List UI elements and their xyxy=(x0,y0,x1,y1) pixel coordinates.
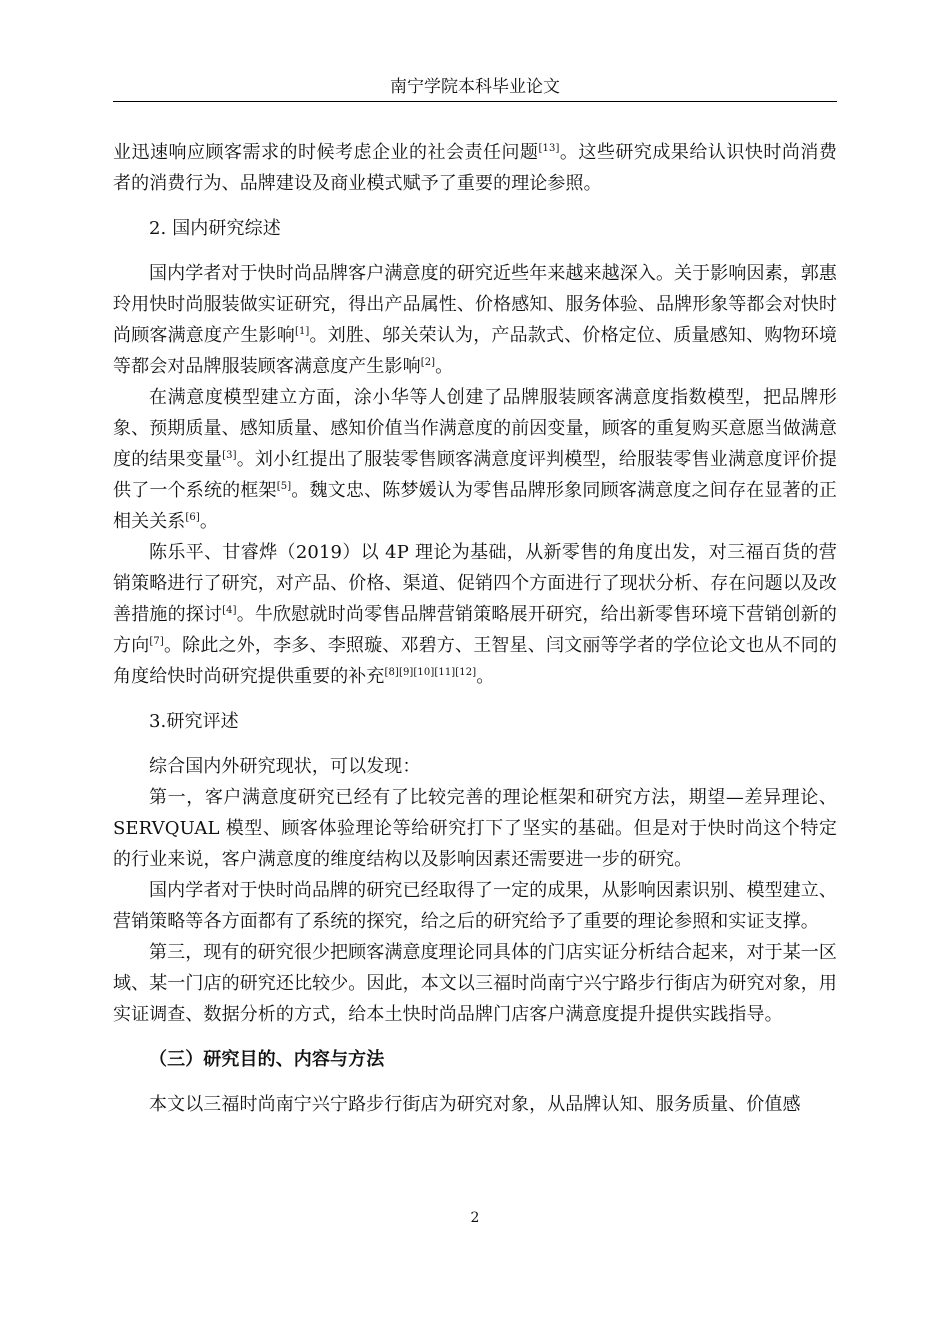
heading-section-3: （三）研究目的、内容与方法 xyxy=(149,1049,385,1070)
header-rule xyxy=(113,101,837,102)
text: 。刘胜、邬关荣认为，产品款式、价格定位、质量感知、购物环境等都会对品牌服装顾客满意度产生影响 xyxy=(113,325,837,377)
text: 。 xyxy=(199,511,218,532)
paragraph-review-1: 第一，客户满意度研究已经有了比较完善的理论框架和研究方法，期望—差异理论、SERVQUAL 模型、顾客体验理论等给研究打下了坚实的基础。但是对于快时尚这个特定的行业来说，客户满意度的维度结构以及影响因素还需要进一步的研究。 xyxy=(113,787,837,870)
citation: [8][9][10][11][12] xyxy=(384,667,477,678)
heading-research-review: 3.研究评述 xyxy=(149,711,239,732)
heading-domestic-review: 2. 国内研究综述 xyxy=(149,218,281,239)
document-body xyxy=(113,137,837,1120)
text: 业迅速响应顾客需求的时候考虑企业的社会责任问题 xyxy=(113,142,539,163)
paragraph-review-intro: 综合国内外研究现状，可以发现： xyxy=(149,756,421,777)
citation: [13] xyxy=(538,143,560,154)
paragraph-purpose: 本文以三福时尚南宁兴宁路步行街店为研究对象，从品牌认知、服务质量、价值感 xyxy=(149,1094,801,1115)
text: 在满意度模型建立方面，涂小华等人创建了品牌服装顾客满意度指数模型，把品牌形象、预期质量、感知质量、感知价值当作满意度的前因变量，顾客的重复购买意愿当做满意度的结果变量 xyxy=(113,387,837,470)
paragraph-domestic-3 xyxy=(113,537,837,692)
citation: [6] xyxy=(185,512,200,523)
citation: [7] xyxy=(149,636,164,647)
citation: [4] xyxy=(222,605,237,616)
paragraph-continuation xyxy=(113,137,837,199)
text: 。 xyxy=(476,666,495,687)
paragraph-domestic-2 xyxy=(113,382,837,537)
text: 。除此之外，李多、李照璇、邓碧方、王智星、闫文丽等学者的学位论文也从不同的角度给快时尚研究提供重要的补充 xyxy=(113,635,837,687)
page-number: 2 xyxy=(470,1210,480,1226)
citation: [1] xyxy=(294,326,310,337)
running-header: 南宁学院本科毕业论文 xyxy=(390,77,560,97)
text: 。魏文忠、陈梦媛认为零售品牌形象同顾客满意度之间存在显著的正相关关系 xyxy=(113,480,838,532)
citation: [5] xyxy=(276,481,292,492)
text: 国内学者对于快时尚品牌客户满意度的研究近些年来越来越深入。关于影响因素，郭惠玲用快时尚服装做实证研究，得出产品属性、价格感知、服务体验、品牌形象等都会对快时尚顾客满意度产生影响 xyxy=(113,263,837,346)
paragraph-domestic-1 xyxy=(113,258,837,382)
citation: [2] xyxy=(420,357,436,368)
text: 陈乐平、甘睿烨（2019）以 4P 理论为基础，从新零售的角度出发，对三福百货的营销策略进行了研究，对产品、价格、渠道、促销四个方面进行了现状分析、存在问题以及改善措施的探讨 xyxy=(113,542,837,625)
citation: [3] xyxy=(222,450,237,461)
text: 。这些研究成果给认识快时尚消费者的消费行为、品牌建设及商业模式赋予了重要的理论参照。 xyxy=(113,142,837,194)
text: 。 xyxy=(435,356,454,377)
paragraph-review-3: 第三，现有的研究很少把顾客满意度理论同具体的门店实证分析结合起来，对于某一区域、某一门店的研究还比较少。因此，本文以三福时尚南宁兴宁路步行街店为研究对象，用实证调查、数据分析的方式，给本土快时尚品牌门店客户满意度提升提供实践指导。 xyxy=(113,942,837,1025)
text: 。刘小红提出了服装零售顾客满意度评判模型，给服装零售业满意度评价提供了一个系统的框架 xyxy=(113,449,838,501)
text: 。牛欣慰就时尚零售品牌营销策略展开研究，给出新零售环境下营销创新的方向 xyxy=(113,604,838,656)
paragraph-review-2: 国内学者对于快时尚品牌的研究已经取得了一定的成果，从影响因素识别、模型建立、营销策略等各方面都有了系统的探究，给之后的研究给予了重要的理论参照和实证支撑。 xyxy=(113,880,837,932)
